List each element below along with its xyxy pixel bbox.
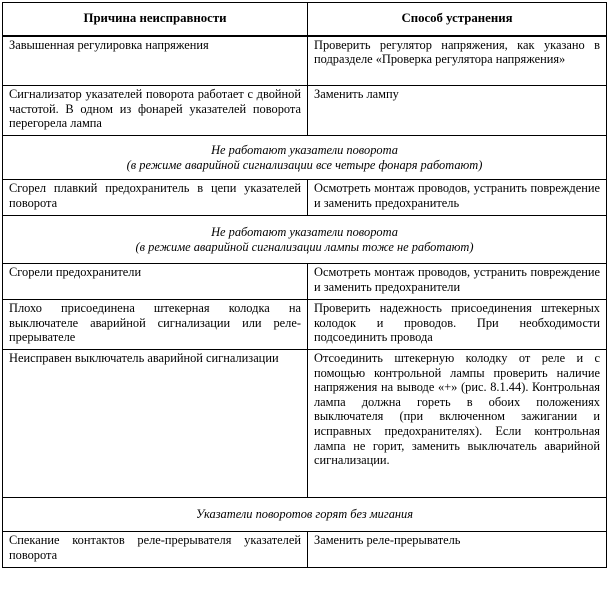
table-row: [3, 36, 607, 86]
header-remedy: Способ устранения: [308, 3, 607, 36]
section-row: [3, 498, 607, 532]
cause-cell: Сигнализатор указателей поворота работает с двойной частотой. В одном из фонарей указателей поворота перегорела лампа: [3, 86, 308, 136]
section-heading: [3, 498, 607, 532]
remedy-cell: Заменить реле-прерыватель: [308, 532, 607, 568]
table-row: [3, 264, 607, 300]
section-row: [3, 216, 607, 264]
table-row: [3, 300, 607, 350]
table-row: [3, 86, 607, 136]
section-heading: [3, 216, 607, 264]
remedy-cell: Проверить регулятор напряжения, как указано в подразделе «Проверка регулятора напряжения»: [308, 36, 607, 86]
remedy-cell: Проверить надежность присоединения штекерных колодок и проводов. При необходимости подсоединить провода: [308, 300, 607, 350]
section-subtitle: (в режиме аварийной сигнализации лампы тоже не работают): [135, 239, 474, 254]
section-heading: [3, 136, 607, 180]
section-title: Не работают указатели поворота: [211, 142, 398, 157]
cause-cell: Завышенная регулировка напряжения: [3, 36, 308, 86]
table-header-row: [3, 3, 607, 36]
cause-cell: Спекание контактов реле-прерывателя указателей поворота: [3, 532, 308, 568]
section-title: Указатели поворотов горят без мигания: [196, 507, 413, 522]
remedy-cell: Осмотреть монтаж проводов, устранить повреждение и заменить предохранитель: [308, 180, 607, 216]
remedy-cell: Отсоединить штекерную колодку от реле и с помощью контрольной лампы проверить наличие напряжения на выводе «+» (рис. 8.1.44). Контрольная лампа должна гореть в обоих положениях выключателя (при включенном зажигании и исправных предохранителях). Если контрольная лампа не горит, заменить выключатель аварийной сигнализации.: [308, 350, 607, 498]
cause-cell: Неисправен выключатель аварийной сигнализации: [3, 350, 308, 498]
table-row: [3, 180, 607, 216]
cause-cell: Сгорел плавкий предохранитель в цепи указателей поворота: [3, 180, 308, 216]
table-row: [3, 350, 607, 498]
remedy-cell: Заменить лампу: [308, 86, 607, 136]
remedy-cell: Осмотреть монтаж проводов, устранить повреждение и заменить предохранители: [308, 264, 607, 300]
cause-cell: Сгорели предохранители: [3, 264, 308, 300]
section-subtitle: (в режиме аварийной сигнализации все четыре фонаря работают): [126, 157, 483, 172]
header-cause: Причина неисправности: [3, 3, 308, 36]
table-row: [3, 532, 607, 568]
section-title: Не работают указатели поворота: [211, 224, 398, 239]
troubleshooting-table: [2, 2, 607, 568]
cause-cell: Плохо присоединена штекерная колодка на выключателе аварийной сигнализации или реле-прерывателе: [3, 300, 308, 350]
section-row: [3, 136, 607, 180]
